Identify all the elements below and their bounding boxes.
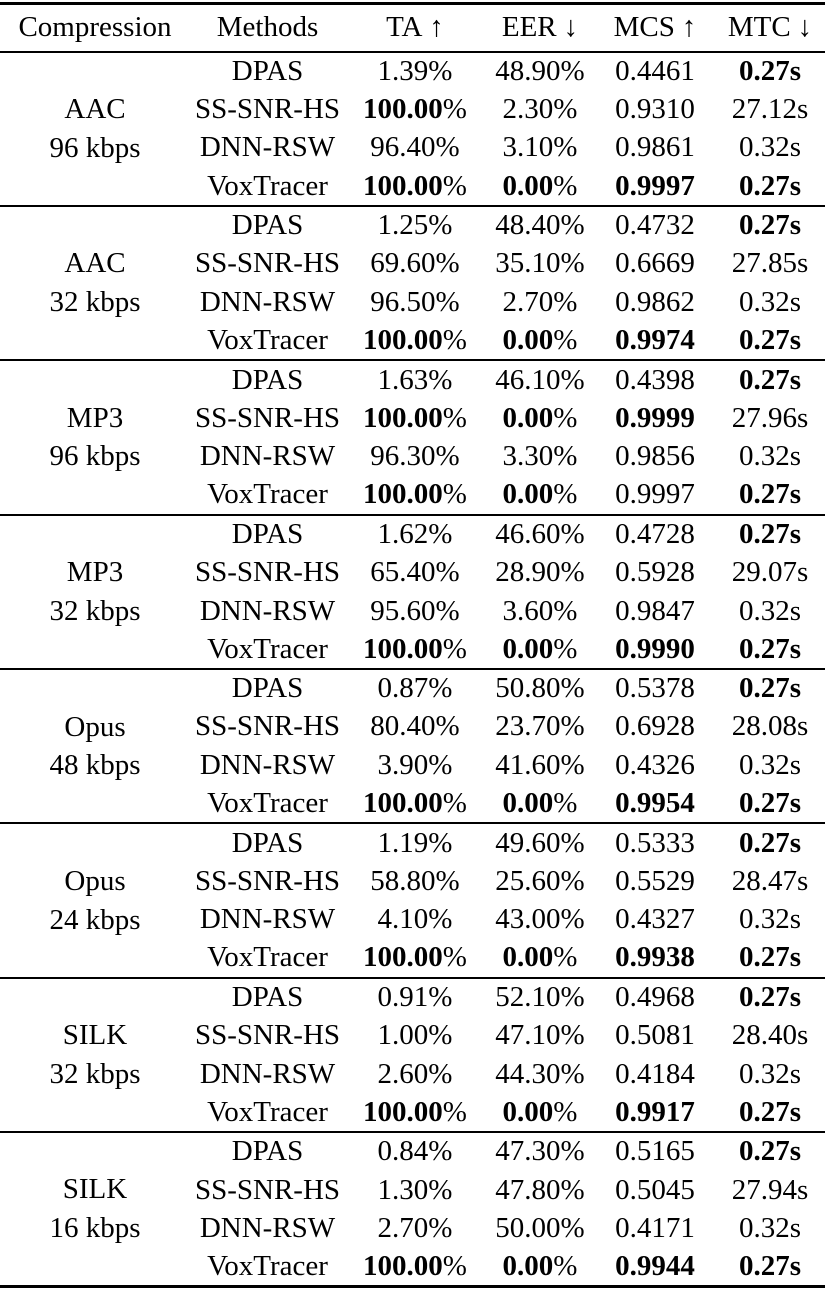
eer-value: 50.00% xyxy=(495,1212,585,1245)
eer-value: 0.00% xyxy=(502,787,578,820)
method-name: SS-SNR-HS xyxy=(194,1019,341,1052)
mcs-value: 0.5529 xyxy=(615,864,695,897)
method-name: DPAS xyxy=(231,517,304,550)
eer-value: 46.60% xyxy=(495,517,585,550)
ta-value: 95.60% xyxy=(370,594,460,627)
arrow-up-icon: ↑ xyxy=(681,11,697,44)
ta-value: 3.90% xyxy=(377,748,453,781)
ta-value: 0.91% xyxy=(377,981,453,1014)
column-header-label: Compression xyxy=(18,11,172,44)
mcs-value: 0.9944 xyxy=(615,1249,695,1282)
ta-value: 100.00% xyxy=(363,1249,467,1282)
column-header-label: EER xyxy=(501,11,557,44)
arrow-up-icon: ↑ xyxy=(429,11,444,44)
compression-group xyxy=(0,206,825,360)
mtc-value: 0.27s xyxy=(738,1135,802,1168)
mcs-value: 0.6669 xyxy=(615,247,695,280)
ta-value: 100.00% xyxy=(363,787,467,820)
bitrate-label: 24 kbps xyxy=(49,903,141,936)
mtc-value: 0.27s xyxy=(738,672,802,705)
method-name: DNN-RSW xyxy=(199,594,336,627)
mtc-value: 0.32s xyxy=(738,748,802,781)
eer-value: 0.00% xyxy=(502,478,578,511)
mcs-value: 0.9938 xyxy=(615,941,695,974)
codec-label: SILK xyxy=(62,1173,128,1206)
mtc-value: 0.27s xyxy=(738,209,802,242)
mtc-value: 0.32s xyxy=(738,131,802,164)
codec-label: SILK xyxy=(62,1019,128,1052)
mtc-value: 28.40s xyxy=(731,1019,809,1052)
eer-value: 43.00% xyxy=(495,903,585,936)
bitrate-label: 96 kbps xyxy=(49,440,141,473)
compression-group xyxy=(0,1132,825,1286)
method-name: DNN-RSW xyxy=(199,748,336,781)
method-name: DNN-RSW xyxy=(199,1057,336,1090)
column-header-eer xyxy=(485,4,595,52)
eer-value: 48.90% xyxy=(495,54,585,87)
method-name: DNN-RSW xyxy=(199,1212,336,1245)
mcs-value: 0.4184 xyxy=(615,1057,695,1090)
eer-value: 48.40% xyxy=(495,209,585,242)
table-row xyxy=(0,978,825,1017)
compression-group xyxy=(0,669,825,823)
bitrate-label: 96 kbps xyxy=(49,131,141,164)
header-row xyxy=(0,4,825,52)
mtc-value: 27.94s xyxy=(731,1173,809,1206)
compression-cell xyxy=(0,360,190,514)
eer-value: 3.60% xyxy=(502,594,578,627)
mcs-value: 0.4398 xyxy=(615,363,695,396)
ta-value: 96.50% xyxy=(370,285,460,318)
ta-value: 1.63% xyxy=(377,363,453,396)
ta-value: 100.00% xyxy=(363,478,467,511)
mcs-value: 0.5378 xyxy=(615,672,695,705)
bitrate-label: 32 kbps xyxy=(49,286,141,319)
compression-cell xyxy=(0,823,190,977)
codec-label: AAC xyxy=(64,93,126,126)
table-row xyxy=(0,515,825,554)
mtc-value: 0.32s xyxy=(738,594,802,627)
ta-value: 1.39% xyxy=(377,54,453,87)
method-name: DPAS xyxy=(231,363,304,396)
eer-value: 47.10% xyxy=(495,1019,585,1052)
eer-value: 47.80% xyxy=(495,1173,585,1206)
method-name: DPAS xyxy=(231,54,304,87)
column-header-mtc xyxy=(715,4,825,52)
ta-value: 2.70% xyxy=(377,1212,453,1245)
mcs-value: 0.9997 xyxy=(615,478,695,511)
mcs-value: 0.4732 xyxy=(615,209,695,242)
compression-cell xyxy=(0,206,190,360)
mcs-value: 0.4327 xyxy=(615,903,695,936)
method-name: DNN-RSW xyxy=(199,285,336,318)
eer-value: 2.70% xyxy=(502,285,578,318)
compression-group xyxy=(0,823,825,977)
mtc-value: 0.27s xyxy=(738,169,802,202)
ta-value: 1.00% xyxy=(377,1019,453,1052)
eer-value: 35.10% xyxy=(495,247,585,280)
codec-label: AAC xyxy=(64,247,126,280)
ta-value: 0.87% xyxy=(377,672,453,705)
mtc-value: 0.27s xyxy=(738,1095,802,1128)
bitrate-label: 48 kbps xyxy=(49,749,141,782)
method-name: DNN-RSW xyxy=(199,440,336,473)
mcs-value: 0.5928 xyxy=(615,556,695,589)
compression-group xyxy=(0,52,825,206)
eer-value: 0.00% xyxy=(502,1095,578,1128)
codec-label: MP3 xyxy=(66,401,124,434)
ta-value: 65.40% xyxy=(370,556,460,589)
mtc-value: 0.32s xyxy=(738,285,802,318)
method-name: DNN-RSW xyxy=(199,131,336,164)
mtc-value: 27.85s xyxy=(731,247,809,280)
eer-value: 28.90% xyxy=(495,556,585,589)
codec-label: MP3 xyxy=(66,556,124,589)
ta-value: 80.40% xyxy=(370,710,460,743)
table-row xyxy=(0,360,825,399)
mtc-value: 29.07s xyxy=(731,556,809,589)
mtc-value: 0.27s xyxy=(738,517,802,550)
mcs-value: 0.9954 xyxy=(615,787,695,820)
method-name: VoxTracer xyxy=(207,787,328,820)
ta-value: 100.00% xyxy=(363,632,467,665)
mtc-value: 0.27s xyxy=(738,323,802,356)
mtc-value: 0.27s xyxy=(738,363,802,396)
eer-value: 3.30% xyxy=(502,440,578,473)
mtc-value: 27.12s xyxy=(731,92,809,125)
mcs-value: 0.4461 xyxy=(615,54,695,87)
mcs-value: 0.5081 xyxy=(615,1019,695,1052)
mcs-value: 0.9999 xyxy=(615,401,695,434)
compression-cell xyxy=(0,52,190,206)
method-name: DPAS xyxy=(231,1135,304,1168)
mcs-value: 0.9856 xyxy=(615,440,695,473)
table-row xyxy=(0,823,825,862)
ta-value: 69.60% xyxy=(370,247,460,280)
ta-value: 96.30% xyxy=(370,440,460,473)
eer-value: 50.80% xyxy=(495,672,585,705)
column-header-label: MCS xyxy=(613,11,675,44)
compression-group xyxy=(0,515,825,669)
method-name: SS-SNR-HS xyxy=(194,710,341,743)
method-name: SS-SNR-HS xyxy=(194,1173,341,1206)
mtc-value: 28.08s xyxy=(731,710,809,743)
bitrate-label: 32 kbps xyxy=(49,594,141,627)
mtc-value: 0.27s xyxy=(738,632,802,665)
eer-value: 49.60% xyxy=(495,826,585,859)
mtc-value: 0.32s xyxy=(738,1057,802,1090)
eer-value: 3.10% xyxy=(502,131,578,164)
mtc-value: 0.32s xyxy=(738,440,802,473)
mcs-value: 0.9310 xyxy=(615,92,695,125)
eer-value: 52.10% xyxy=(495,981,585,1014)
mcs-value: 0.9917 xyxy=(615,1095,695,1128)
mtc-value: 28.47s xyxy=(731,864,809,897)
method-name: VoxTracer xyxy=(207,1249,328,1282)
method-name: VoxTracer xyxy=(207,169,328,202)
results-table xyxy=(0,2,825,1288)
mcs-value: 0.4968 xyxy=(615,981,695,1014)
mcs-value: 0.4171 xyxy=(615,1212,695,1245)
ta-value: 0.84% xyxy=(377,1135,453,1168)
ta-value: 1.25% xyxy=(377,209,453,242)
mtc-value: 0.27s xyxy=(738,478,802,511)
codec-label: Opus xyxy=(64,710,126,743)
method-name: SS-SNR-HS xyxy=(194,556,341,589)
codec-label: Opus xyxy=(64,864,126,897)
ta-value: 100.00% xyxy=(363,401,467,434)
eer-value: 0.00% xyxy=(502,323,578,356)
eer-value: 47.30% xyxy=(495,1135,585,1168)
mcs-value: 0.9974 xyxy=(615,323,695,356)
mcs-value: 0.4728 xyxy=(615,517,695,550)
column-header-compression xyxy=(0,4,190,52)
method-name: DPAS xyxy=(231,672,304,705)
ta-value: 1.19% xyxy=(377,826,453,859)
method-name: VoxTracer xyxy=(207,941,328,974)
eer-value: 25.60% xyxy=(495,864,585,897)
method-name: DPAS xyxy=(231,981,304,1014)
method-name: VoxTracer xyxy=(207,1095,328,1128)
eer-value: 41.60% xyxy=(495,748,585,781)
ta-value: 1.30% xyxy=(377,1173,453,1206)
ta-value: 96.40% xyxy=(370,131,460,164)
compression-cell xyxy=(0,1132,190,1286)
ta-value: 100.00% xyxy=(363,941,467,974)
eer-value: 0.00% xyxy=(502,169,578,202)
arrow-down-icon: ↓ xyxy=(563,11,579,44)
ta-value: 100.00% xyxy=(363,92,467,125)
mcs-value: 0.9862 xyxy=(615,285,695,318)
ta-value: 100.00% xyxy=(363,1095,467,1128)
mtc-value: 0.27s xyxy=(738,54,802,87)
method-name: VoxTracer xyxy=(207,323,328,356)
eer-value: 2.30% xyxy=(502,92,578,125)
eer-value: 23.70% xyxy=(495,710,585,743)
table-header xyxy=(0,4,825,52)
eer-value: 0.00% xyxy=(502,632,578,665)
mtc-value: 27.96s xyxy=(731,401,809,434)
mtc-value: 0.27s xyxy=(738,826,802,859)
ta-value: 58.80% xyxy=(370,864,460,897)
eer-value: 0.00% xyxy=(502,401,578,434)
method-name: DPAS xyxy=(231,826,304,859)
eer-value: 0.00% xyxy=(502,941,578,974)
ta-value: 1.62% xyxy=(377,517,453,550)
mtc-value: 0.27s xyxy=(738,981,802,1014)
compression-group xyxy=(0,978,825,1132)
method-name: SS-SNR-HS xyxy=(194,247,341,280)
mcs-value: 0.9997 xyxy=(615,169,695,202)
mcs-value: 0.4326 xyxy=(615,748,695,781)
column-header-methods xyxy=(190,4,345,52)
arrow-down-icon: ↓ xyxy=(797,11,813,44)
mcs-value: 0.5045 xyxy=(615,1173,695,1206)
mcs-value: 0.9861 xyxy=(615,131,695,164)
mcs-value: 0.6928 xyxy=(615,710,695,743)
ta-value: 100.00% xyxy=(363,169,467,202)
compression-cell xyxy=(0,978,190,1132)
bitrate-label: 32 kbps xyxy=(49,1057,141,1090)
method-name: SS-SNR-HS xyxy=(194,92,341,125)
table-row xyxy=(0,206,825,245)
eer-value: 0.00% xyxy=(502,1249,578,1282)
column-header-mcs xyxy=(595,4,715,52)
ta-value: 2.60% xyxy=(377,1057,453,1090)
method-name: VoxTracer xyxy=(207,478,328,511)
ta-value: 4.10% xyxy=(377,903,453,936)
method-name: SS-SNR-HS xyxy=(194,401,341,434)
eer-value: 44.30% xyxy=(495,1057,585,1090)
mtc-value: 0.27s xyxy=(738,787,802,820)
eer-value: 46.10% xyxy=(495,363,585,396)
compression-group xyxy=(0,360,825,514)
mcs-value: 0.5333 xyxy=(615,826,695,859)
mcs-value: 0.9990 xyxy=(615,632,695,665)
mcs-value: 0.9847 xyxy=(615,594,695,627)
mcs-value: 0.5165 xyxy=(615,1135,695,1168)
ta-value: 100.00% xyxy=(363,323,467,356)
bitrate-label: 16 kbps xyxy=(49,1212,141,1245)
table-row xyxy=(0,669,825,708)
method-name: DNN-RSW xyxy=(199,903,336,936)
mtc-value: 0.32s xyxy=(738,1212,802,1245)
method-name: SS-SNR-HS xyxy=(194,864,341,897)
compression-cell xyxy=(0,515,190,669)
table-row xyxy=(0,52,825,91)
mtc-value: 0.32s xyxy=(738,903,802,936)
mtc-value: 0.27s xyxy=(738,941,802,974)
method-name: VoxTracer xyxy=(207,632,328,665)
column-header-ta xyxy=(345,4,485,52)
compression-cell xyxy=(0,669,190,823)
column-header-label: Methods xyxy=(216,11,319,44)
column-header-label: TA xyxy=(386,11,423,44)
table-row xyxy=(0,1132,825,1171)
mtc-value: 0.27s xyxy=(738,1249,802,1282)
column-header-label: MTC xyxy=(727,11,791,44)
method-name: DPAS xyxy=(231,209,304,242)
